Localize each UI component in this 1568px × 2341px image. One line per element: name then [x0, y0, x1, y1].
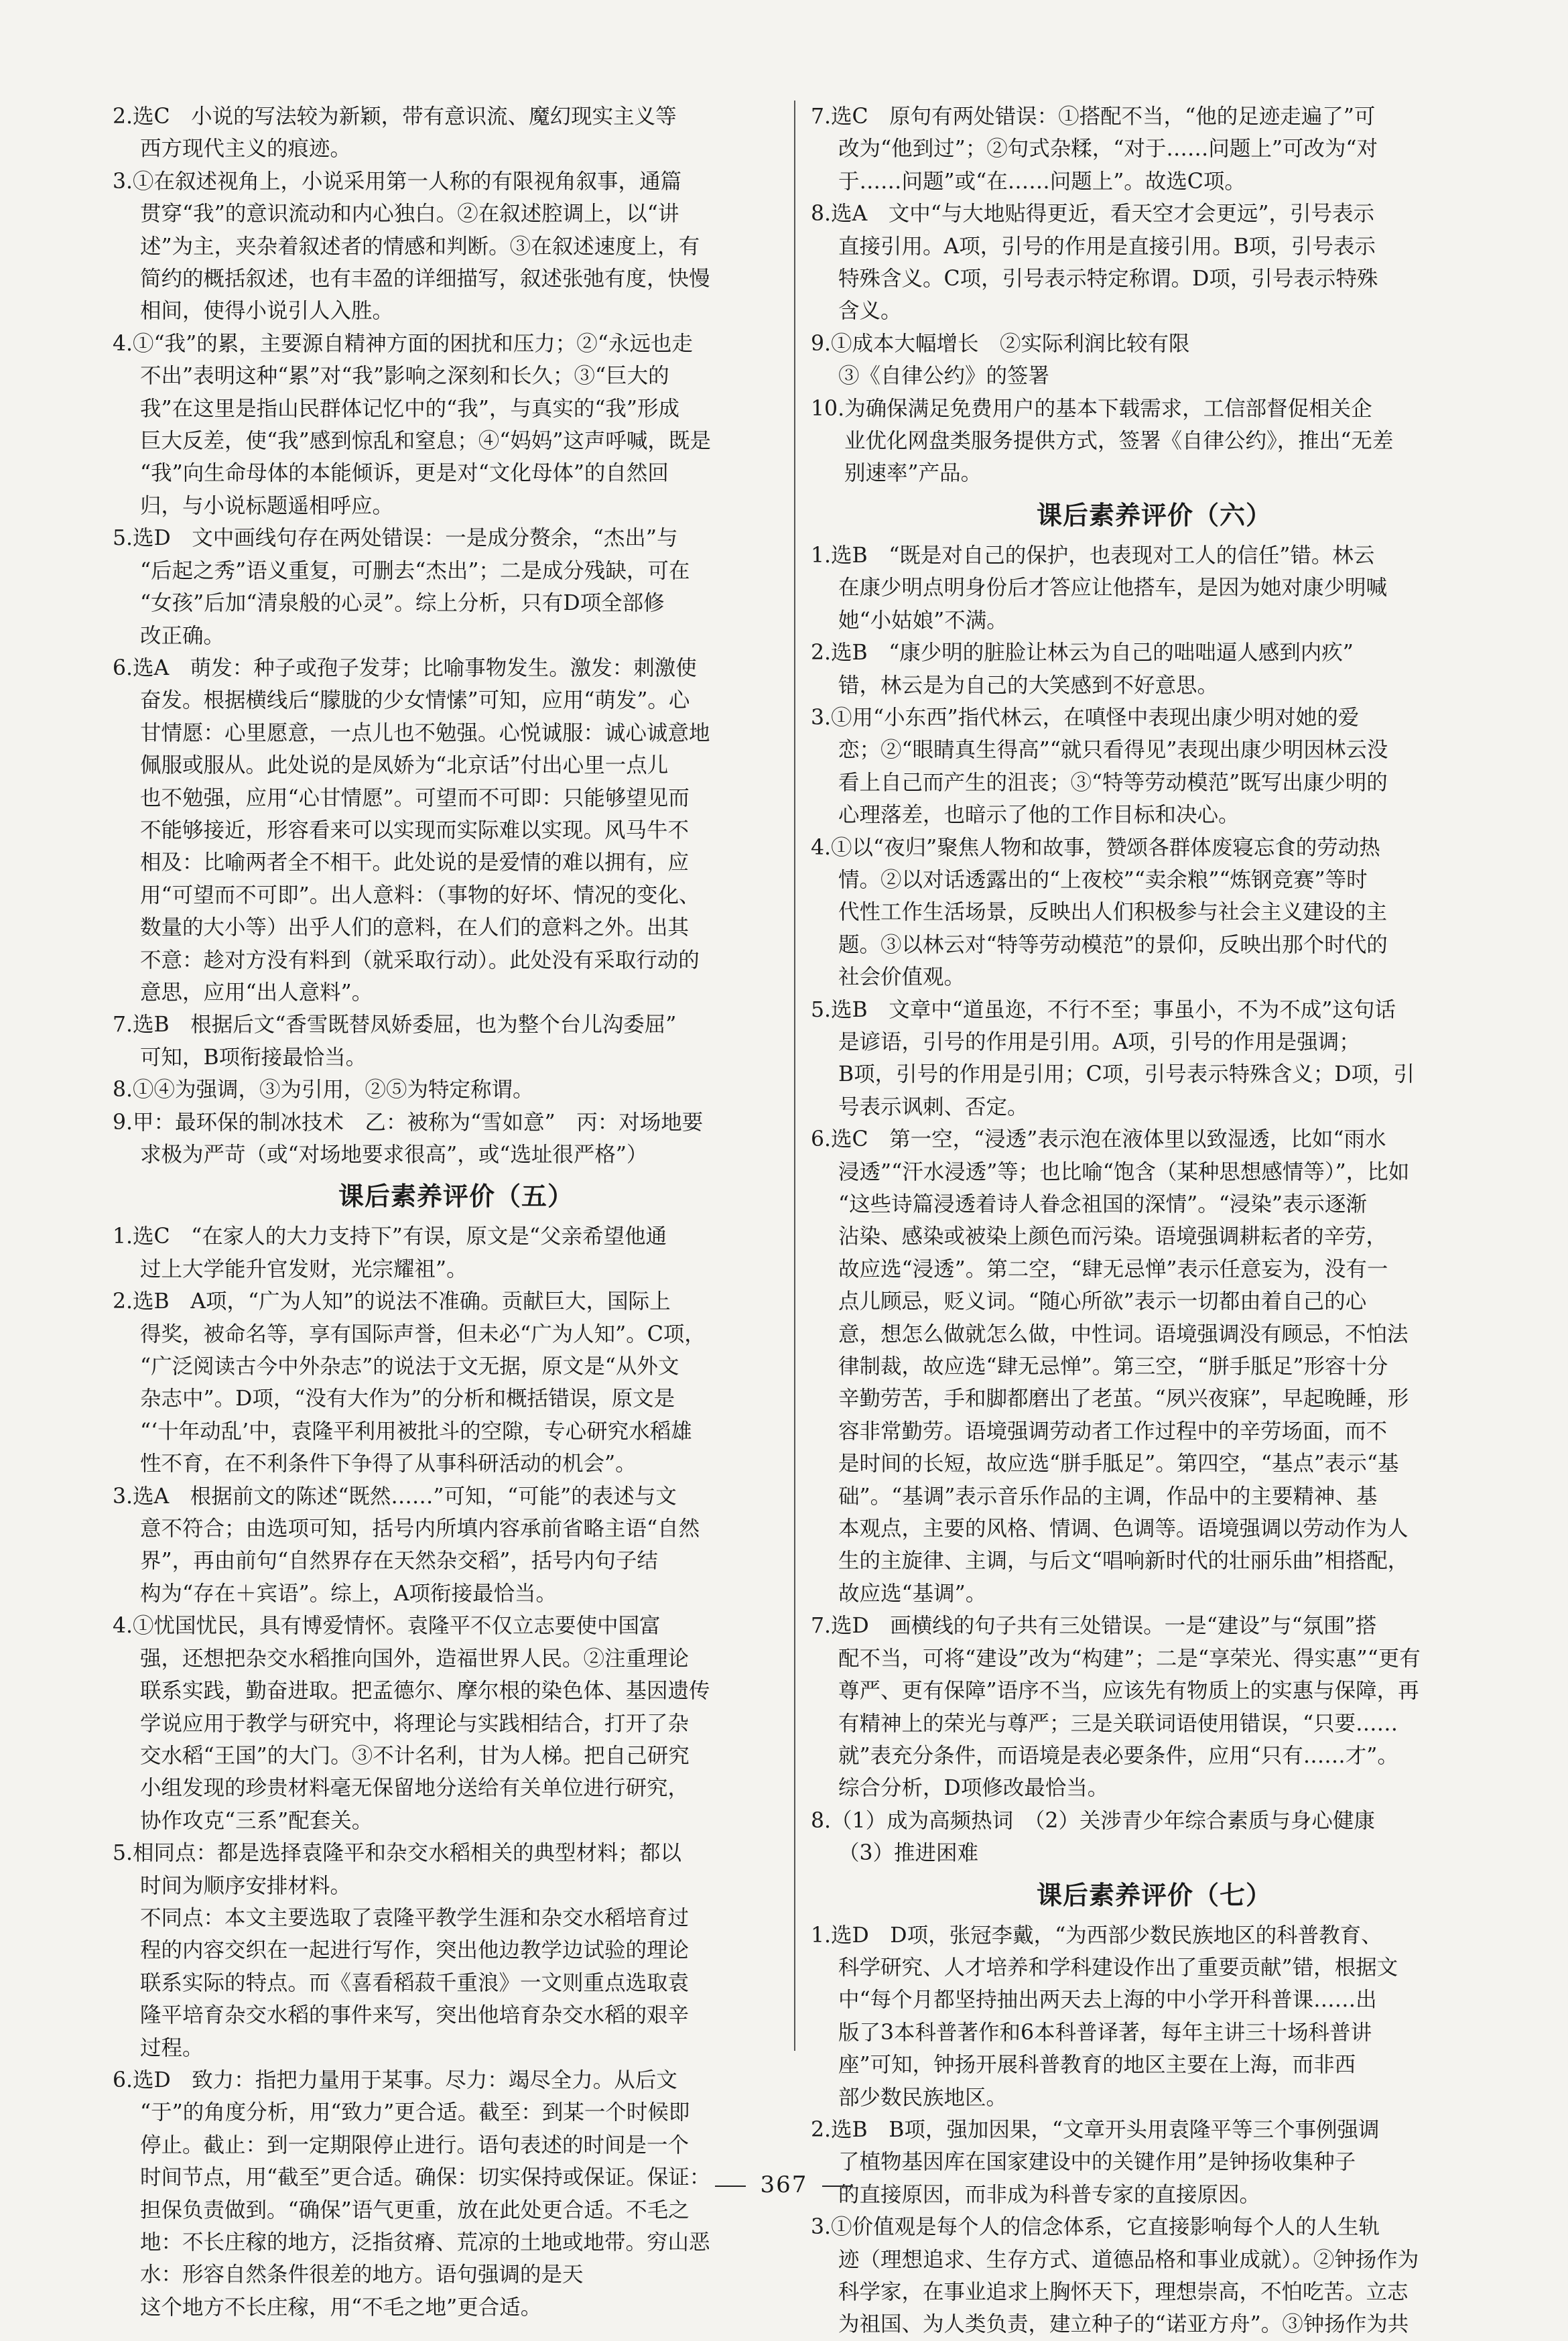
footer-dash-left — [715, 2186, 746, 2187]
answer-first-line: 不同点：本文主要选取了袁隆平教学生涯和杂交水稻培育过 — [140, 1905, 690, 1930]
answer-line: 贯穿“我”的意识流动和内心独白。②在叙述腔调上，以“讲 — [140, 202, 679, 227]
answer-line: “女孩”后加“清泉般的心灵”。综上分析，只有D项全部修 — [140, 591, 665, 616]
answer-line: 心理落差，也暗示了他的工作目标和决心。 — [838, 803, 1240, 828]
answer-first-line: 5.选B 文章中“道虽迩，不行不至；事虽小，不为不成”这句话 — [811, 997, 1396, 1022]
answer-first-line: 10.为确保满足免费用户的基本下载需求，工信部督促相关企 — [811, 396, 1372, 421]
answer-first-line: 2.选C 小说的写法较为新颖，带有意识流、魔幻现实主义等 — [113, 105, 677, 129]
answer-item — [811, 1805, 1498, 1870]
answer-first-line: 2.选B “康少明的脏脸让林云为自己的咄咄逼人感到内疚” — [811, 641, 1354, 666]
answer-line: 西方现代主义的痕迹。 — [140, 137, 352, 162]
answer-item — [811, 328, 1498, 393]
answer-line: 联系实际的特点。而《喜看稻菽千重浪》一文则重点选取袁 — [140, 1970, 690, 1995]
answer-item — [811, 393, 1498, 490]
answer-first-line: 2.选B A项，“广为人知”的说法不准确。贡献巨大，国际上 — [113, 1289, 671, 1314]
answer-line: 性不育，在不利条件下争得了从事科研活动的机会”。 — [140, 1452, 637, 1476]
answer-line: 题。③以林云对“特等劳动模范”的景仰，反映出那个时代的 — [838, 932, 1388, 957]
answer-line: 容非常勤劳。语境强调劳动者工作过程中的辛劳场面，而不 — [838, 1419, 1388, 1444]
answer-line: 的直接原因，而非成为科普专家的直接原因。 — [838, 2182, 1261, 2207]
answer-line: 点儿顾忌，贬义词。“随心所欲”表示一切都由着自己的心 — [838, 1289, 1367, 1314]
answer-first-line: 6.选C 第一空，“浸透”表示泡在液体里以致湿透，比如“雨水 — [811, 1127, 1386, 1152]
answer-line: 版了3本科普著作和6本科普译著，每年主讲三十场科普讲 — [838, 2020, 1372, 2045]
answer-first-line: 7.选D 画横线的句子共有三处错误。一是“建设”与“氛围”搭 — [811, 1614, 1377, 1639]
answer-item — [811, 1919, 1498, 2114]
answer-line: 律制裁，故应选“肆无忌惮”。第三空，“胼手胝足”形容十分 — [838, 1354, 1388, 1379]
answer-line: 意不符合；由选项可知，括号内所填内容承前省略主语“自然 — [140, 1517, 700, 1541]
answer-line: （3）推进困难 — [838, 1841, 979, 1866]
answer-line: 了植物基因库在国家建设中的关键作用”是钟扬收集种子 — [838, 2150, 1356, 2175]
answer-first-line: 5.相同点：都是选择袁隆平和杂交水稻相关的典型材料；都以 — [113, 1841, 682, 1866]
answer-first-line: 5.选D 文中画线句存在两处错误：一是成分赘余，“杰出”与 — [113, 526, 678, 551]
answer-line: 述”为主，夹杂着叙述者的情感和判断。③在叙述速度上，有 — [140, 234, 700, 259]
answer-line: 学说应用于教学与研究中，将理论与实践相结合，打开了杂 — [140, 1711, 690, 1736]
answer-line: 时间为顺序安排材料。 — [140, 1873, 352, 1898]
answer-line: 看上自己而产生的沮丧；③“特等劳动模范”既写出康少明的 — [838, 770, 1388, 795]
answer-line: “后起之秀”语义重复，可删去“杰出”；二是成分残缺，可在 — [140, 558, 690, 583]
answer-first-line: 1.选B “既是对自己的保护，也表现对工人的信任”错。林云 — [811, 543, 1375, 568]
section-heading: 课后素养评价（五） — [338, 1182, 574, 1212]
answer-line: 巨大反差，使“我”感到惊乱和窒息；④“妈妈”这声呼喊，既是 — [140, 429, 711, 454]
answer-first-line: 8.（1）成为高频热词 （2）关涉青少年综合素质与身心健康 — [811, 1808, 1375, 1833]
answer-line: 我”在这里是指山民群体记忆中的“我”，与真实的“我”形成 — [140, 396, 680, 421]
answer-first-line: 1.选D D项，张冠李戴，“为西部少数民族地区的科普教育、 — [811, 1923, 1382, 1948]
answer-line: 中“每个月都坚持抽出两天去上海的中小学开科普课……出 — [838, 1988, 1377, 2013]
answer-item — [811, 1610, 1498, 1804]
answer-line: 故应选“浸透”。第二空，“肆无忌惮”表示任意妄为，没有一 — [838, 1257, 1388, 1281]
answer-item — [113, 1480, 799, 1610]
answer-item — [811, 198, 1498, 328]
answer-line: 担保负责做到。“确保”语气更重，放在此处更合适。不毛之 — [140, 2198, 690, 2222]
answer-line: 含义。 — [838, 299, 902, 324]
answer-line: 过程。 — [140, 2035, 204, 2060]
answer-line: 杂志中”。D项，“没有大作为”的分析和概括错误，原文是 — [140, 1387, 675, 1411]
answer-line: 奋发。根据横线后“朦胧的少女情愫”可知，应用“萌发”。心 — [140, 688, 690, 713]
answer-line: 代性工作生活场景，反映出人们积极参与社会主义建设的主 — [838, 900, 1388, 925]
answer-item — [113, 652, 799, 1009]
answer-line: 别速率”产品。 — [844, 461, 982, 486]
right-column — [811, 101, 1498, 2341]
answer-item — [113, 328, 799, 522]
answer-line: 生的主旋律、主调，与后文“唱响新时代的壮丽乐曲”相搭配， — [838, 1549, 1409, 1574]
answer-line: 尊严、更有保障”语序不当，应该先有物质上的实惠与保障，再 — [838, 1679, 1419, 1704]
answer-first-line: 8.选A 文中“与大地贴得更近，看天空才会更远”，引号表示 — [811, 202, 1375, 227]
answer-line: 为祖国、为人类负责，建立种子的“诺亚方舟”。③钟扬作为共 — [838, 2312, 1409, 2337]
answer-first-line: 7.选B 根据后文“香雪既替凤娇委屈，也为整个台儿沟委屈” — [113, 1013, 677, 1037]
answer-item — [113, 1106, 799, 1172]
answer-line: 特殊含义。C项，引号表示特定称谓。D项，引号表示特殊 — [838, 267, 1378, 292]
answer-line: 求极为严苛（或“对场地要求很高”，或“选址很严格”） — [140, 1143, 648, 1167]
answer-first-line: 4.①“我”的累，主要源自精神方面的困扰和压力；②“永远也走 — [113, 331, 693, 356]
answer-item — [113, 1220, 799, 1285]
answer-line: 停止。截止：到一定期限停止进行。语句表述的时间是一个 — [140, 2133, 690, 2157]
answer-first-line: 9.甲：最环保的制冰技术 乙：被称为“雪如意” 丙：对场地要 — [113, 1110, 704, 1135]
answer-line: 她“小姑娘”不满。 — [838, 608, 1008, 633]
answer-line: 得奖，被命名等，享有国际声誉，但未必“广为人知”。C项， — [140, 1322, 706, 1346]
answer-item — [113, 1009, 799, 1074]
answer-line: 交水稻“王国”的大门。③不计名利，甘为人梯。把自己研究 — [140, 1743, 690, 1768]
answer-line: 沾染、感染或被染上颜色而污染。语境强调耕耘者的辛劳， — [838, 1224, 1388, 1249]
answer-line: ③《自律公约》的签署 — [838, 364, 1050, 389]
footer-dash-right — [822, 2186, 853, 2187]
answer-item — [811, 994, 1498, 1124]
answer-line: 归，与小说标题遥相呼应。 — [140, 493, 394, 518]
answer-line: 科学研究、人才培养和学科建设作出了重要贡献”错，根据文 — [838, 1955, 1398, 1980]
answer-line: 地：不长庄稼的地方，泛指贫瘠、荒凉的土地或地带。穷山恶 — [140, 2230, 710, 2255]
section-heading: 课后素养评价（六） — [1036, 500, 1272, 530]
answer-line: 故应选“基调”。 — [838, 1581, 987, 1606]
answer-line: 用“可望而不可即”。出人意料：（事物的好坏、情况的变化、 — [140, 883, 700, 907]
answer-first-line: 9.①成本大幅增长 ②实际利润比较有限 — [811, 331, 1190, 356]
answer-line: “广泛阅读古今中外杂志”的说法于文无据，原文是“从外文 — [140, 1354, 679, 1379]
answer-line: 改为“他到过”；②句式杂糅，“对于……问题上”可改为“对 — [838, 137, 1378, 162]
answer-item — [811, 1123, 1498, 1610]
page-number: 367 — [760, 2171, 808, 2198]
answer-first-line: 4.①以“夜归”聚焦人物和故事，赞颂各群体废寝忘食的劳动热 — [811, 835, 1380, 860]
answer-line: 座”可知，钟扬开展科普教育的地区主要在上海，而非西 — [838, 2053, 1356, 2078]
answer-line: 协作攻克“三系”配套关。 — [140, 1808, 373, 1833]
answer-line: 过上大学能升官发财，光宗耀祖”。 — [140, 1257, 468, 1281]
answer-item — [113, 1902, 799, 2064]
answer-line: 浸透”“汗水浸透”等；也比喻“饱含（某种思想感情等）”，比如 — [838, 1159, 1410, 1184]
answer-line: 业优化网盘类服务提供方式，签署《自律公约》，推出“无差 — [844, 429, 1394, 454]
answer-line: 程的内容交织在一起进行写作，突出他边教学边试验的理论 — [140, 1938, 690, 1963]
column-divider — [794, 101, 795, 2051]
left-column — [113, 101, 799, 2324]
answer-line: 联系实践，勤奋进取。把孟德尔、摩尔根的染色体、基因遗传 — [140, 1679, 710, 1704]
answer-line: 社会价值观。 — [838, 965, 966, 990]
answer-line: 配不当，可将“建设”改为“构建”；二是“享荣光、得实惠”“更有 — [838, 1646, 1421, 1671]
answer-line: 在康少明点明身份后才答应让他搭车，是因为她对康少明喊 — [838, 576, 1388, 600]
answer-item — [811, 540, 1498, 637]
answer-line: 简约的概括叙述，也有丰盈的详细描写，叙述张弛有度，快慢 — [140, 267, 710, 292]
answer-line: 就”表充分条件，而语境是表必要条件，应用“只有……才”。 — [838, 1743, 1398, 1768]
answer-first-line: 8.①④为强调，③为引用，②⑤为特定称谓。 — [113, 1078, 534, 1102]
answer-line: 这个地方不长庄稼，用“不毛之地”更合适。 — [140, 2295, 542, 2320]
answer-item — [811, 637, 1498, 702]
answer-item — [811, 2211, 1498, 2341]
answer-line: 部少数民族地区。 — [838, 2085, 1008, 2110]
answer-line: 佩服或服从。此处说的是凤娇为“北京话”付出心里一点儿 — [140, 753, 669, 778]
answer-line: 小组发现的珍贵材料毫无保留地分送给有关单位进行研究， — [140, 1776, 690, 1801]
answer-item — [113, 166, 799, 328]
answer-line: 界”，再由前句“自然界存在天然杂交稻”，括号内句子结 — [140, 1549, 658, 1574]
answer-line: 可知，B项衔接最恰当。 — [140, 1045, 367, 1070]
answer-first-line: 6.选D 致力：指把力量用于某事。尽力：竭尽全力。从后文 — [113, 2068, 677, 2092]
answer-first-line: 3.①在叙述视角上，小说采用第一人称的有限视角叙事，通篇 — [113, 169, 682, 194]
answer-line: 础”。“基调”表示音乐作品的主调，作品中的主要精神、基 — [838, 1484, 1378, 1509]
answer-line: 构为“存在＋宾语”。综上，A项衔接最恰当。 — [140, 1581, 557, 1606]
answer-line: 本观点，主要的风格、情调、色调等。语境强调以劳动作为人 — [838, 1517, 1409, 1541]
answer-line: 数量的大小等）出乎人们的意料，在人们的意料之外。出其 — [140, 915, 690, 940]
answer-item — [113, 1610, 799, 1837]
answer-line: “这些诗篇浸透着诗人眷念祖国的深情”。“浸染”表示逐渐 — [838, 1192, 1367, 1216]
answer-line: “我”向生命母体的本能倾诉，更是对“文化母体”的自然回 — [140, 461, 669, 486]
answer-first-line: 3.①用“小东西”指代林云，在嗔怪中表现出康少明对她的爱 — [811, 705, 1360, 730]
answer-first-line: 4.①忧国忧民，具有博爱情怀。袁隆平不仅立志要使中国富 — [113, 1614, 661, 1639]
answer-line: 改正确。 — [140, 623, 225, 648]
answer-line: 科学家，在事业追求上胸怀天下，理想崇高，不怕吃苦。立志 — [838, 2280, 1409, 2304]
answer-line: 隆平培育杂交水稻的事件来写，突出他培育杂交水稻的艰辛 — [140, 2003, 690, 2028]
answer-item — [811, 702, 1498, 832]
answer-first-line: 3.选A 根据前文的陈述“既然……”可知，“可能”的表述与文 — [113, 1484, 677, 1509]
answer-first-line: 6.选A 萌发：种子或孢子发芽；比喻事物发生。激发：刺激使 — [113, 655, 697, 680]
answer-line: 意思，应用“出人意料”。 — [140, 980, 373, 1005]
answer-line: 迹（理想追求、生存方式、道德品格和事业成就）。②钟扬作为 — [838, 2247, 1419, 2272]
answer-first-line: 2.选B B项，强加因果，“文章开头用袁隆平等三个事例强调 — [811, 2117, 1380, 2142]
answer-line: 相及：比喻两者全不相干。此处说的是爱情的难以拥有，应 — [140, 850, 690, 875]
answer-item — [113, 1285, 799, 1480]
answer-line: 意，想怎么做就怎么做，中性词。语境强调没有顾忌，不怕法 — [838, 1322, 1409, 1346]
answer-line: 情。②以对话透露出的“上夜校”“卖余粮”“炼钢竞赛”等时 — [838, 867, 1368, 892]
answer-line: “于”的角度分析，用“致力”更合适。截至：到某一个时候即 — [140, 2100, 690, 2125]
page-footer — [0, 2171, 1568, 2198]
answer-line: 时间节点，用“截至”更合适。确保：切实保持或保证。保证： — [140, 2165, 711, 2190]
answer-line: 恋；②“眼睛真生得高”“就只看得见”表现出康少明因林云没 — [838, 738, 1388, 763]
answer-item — [113, 522, 799, 652]
answer-line: 辛勤劳苦，手和脚都磨出了老茧。“夙兴夜寐”，早起晚睡，形 — [838, 1387, 1409, 1411]
answer-line: 于……问题”或“在……问题上”。故选C项。 — [838, 169, 1246, 194]
answer-line: “‘十年动乱’中，袁隆平利用被批斗的空隙，专心研究水稻雄 — [140, 1419, 692, 1444]
answer-line: 甘情愿：心里愿意，一点儿也不勉强。心悦诚服：诚心诚意地 — [140, 720, 710, 745]
answer-item — [113, 1074, 799, 1106]
answer-line: 是谚语，引号的作用是引用。A项，引号的作用是强调； — [838, 1029, 1360, 1054]
answer-line: B项，引号的作用是引用；C项，引号表示特殊含义；D项，引 — [838, 1062, 1415, 1087]
answer-line: 直接引用。A项，引号的作用是直接引用。B项，引号表示 — [838, 234, 1376, 259]
answer-item — [811, 832, 1498, 994]
answer-line: 错，林云是为自己的大笑感到不好意思。 — [838, 673, 1219, 698]
answer-first-line: 1.选C “在家人的大力支持下”有误，原文是“父亲希望他通 — [113, 1224, 667, 1249]
answer-first-line: 3.①价值观是每个人的信念体系，它直接影响每个人的人生轨 — [811, 2215, 1380, 2240]
answer-line: 号表示讽刺、否定。 — [838, 1094, 1029, 1119]
answer-line: 有精神上的荣光与尊严；三是关联词语使用错误，“只要…… — [838, 1711, 1398, 1736]
answer-item — [113, 101, 799, 166]
answer-line: 是时间的长短，故应选“胼手胝足”。第四空，“基点”表示“基 — [838, 1452, 1399, 1476]
section-heading: 课后素养评价（七） — [1036, 1880, 1272, 1910]
answer-line: 综合分析，D项修改最恰当。 — [838, 1776, 1109, 1801]
answer-first-line: 7.选C 原句有两处错误：①搭配不当，“他的足迹走遍了”可 — [811, 105, 1376, 129]
answer-line: 强，还想把杂交水稻推向国外，造福世界人民。②注重理论 — [140, 1646, 690, 1671]
answer-item — [113, 1837, 799, 1902]
answer-item — [811, 101, 1498, 198]
answer-line: 也不勉强，应用“心甘情愿”。可望而不可即：只能够望见而 — [140, 785, 690, 810]
answer-line: 水：形容自然条件很差的地方。语句强调的是天 — [140, 2263, 584, 2287]
answer-line: 不意：趁对方没有料到（就采取行动）。此处没有采取行动的 — [140, 948, 700, 972]
answer-line: 不能够接近，形容看来可以实现而实际难以实现。风马牛不 — [140, 818, 690, 842]
answer-line: 不出”表明这种“累”对“我”影响之深刻和长久；③“巨大的 — [140, 364, 669, 389]
answer-line: 相间，使得小说引人入胜。 — [140, 299, 394, 324]
